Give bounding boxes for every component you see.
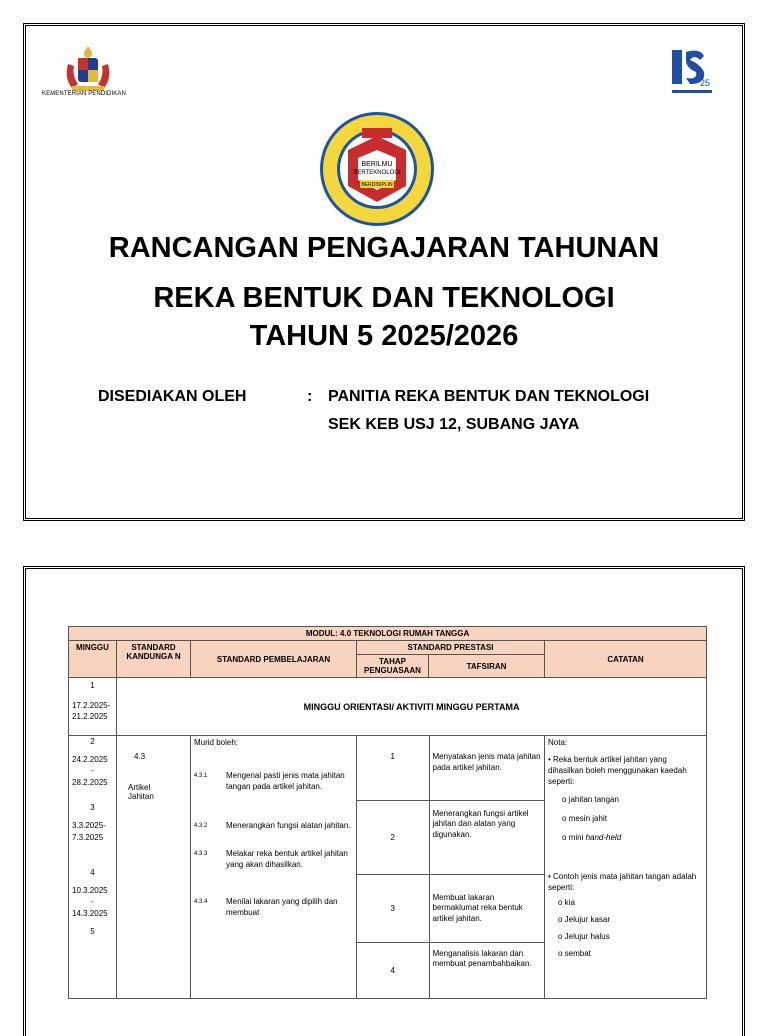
prepared-by-panel: PANITIA REKA BENTUK DAN TEKNOLOGI [328,388,650,405]
list-item [562,833,703,842]
list-item: o Jelujur kasar [558,914,611,924]
catatan-cell [545,736,707,999]
week-date: 7.3.2025 [72,832,104,842]
week-date: 3.3.2025- [72,820,106,830]
week-number: 4 [90,868,95,878]
sp-code: 4.3.1 [194,773,208,779]
table-row [69,736,707,999]
catatan-title: Nota: [548,738,568,747]
plan-page [23,566,745,1036]
sp-text: Menerangkan fungsi alatan jahitan. [226,820,351,830]
list-item: o mesin jahit [562,814,607,824]
seal-motto-3: BERDISIPLIN [361,182,393,188]
sp-item [194,849,353,871]
anniversary-logo-icon [670,46,714,96]
week-number: 2 [90,737,95,746]
lesson-plan-table [68,626,707,999]
catatan-bullet: • Contoh jenis mata jahitan tangan adalah seperti: [548,872,697,893]
title-line-2: REKA BENTUK DAN TEKNOLOGI [153,282,615,314]
logo-number: 25 [700,78,711,88]
tafsiran-text: Menyatakan jenis mata jahitan pada artikel jahitan. [429,736,544,800]
seal-motto-1: BERILMU [361,161,393,168]
tp-value: 2 [357,800,429,874]
sp-item [194,897,353,919]
week-date: 24.2.2025 [72,754,108,764]
prestasi-subtable [357,736,544,998]
table-row [357,736,544,800]
week-cell [69,736,117,999]
seal-motto-2: BERTEKNOLOGI [353,170,401,176]
week-date: 10.3.2025 [72,885,108,895]
list-item-text: o mini [562,833,586,843]
week-date: 14.3.2025 [72,908,108,918]
list-item: o Jelujur halus [558,931,610,941]
header-standard-prestasi: STANDARD PRESTASI [357,641,545,655]
sk-title: Artikel Jahitan [128,783,154,801]
table-row [69,678,707,736]
week-number: 1 [90,681,95,690]
week-number: 3 [90,803,95,813]
week-number: 5 [90,926,95,936]
table-row [357,942,544,998]
header-minggu: MINGGU [69,641,117,678]
list-item: o kia [558,897,575,907]
sp-intro: Murid boleh: [194,738,239,747]
sp-text: Melakar reka bentuk artikel jahitan yang akan dihasilkan. [226,849,348,870]
week-date: - [91,897,94,907]
prepared-by-colon: : [307,388,313,405]
title-line-1: RANCANGAN PENGAJARAN TAHUNAN [108,232,660,264]
week-date: - [91,766,94,776]
table-row [357,874,544,942]
sp-text: Menilai lakaran yang dipilih dan membuat [226,896,338,917]
tafsiran-text: Menerangkan fungsi artikel jahitan dan alatan yang digunakan. [429,800,544,874]
sk-code: 4.3 [134,752,146,761]
list-item-italic: hand-held [585,833,622,843]
sp-code: 4.3.2 [194,822,208,829]
title-line-3: TAHUN 5 2025/2026 [249,320,519,352]
tp-value: 4 [357,942,429,998]
tp-value: 3 [357,874,429,942]
week-date: 17.2.2025- 21.2.2025 [72,700,111,722]
header-standard-pembelajaran: STANDARD PEMBELAJARAN [191,641,357,678]
orientation-cell: MINGGU ORIENTASI/ AKTIVITI MINGGU PERTAMA [117,678,707,736]
tafsiran-text: Membuat lakaran bermaklumat reka bentuk artikel jahitan. [429,874,544,942]
ministry-label: KEMENTERIAN PENDIDIKAN [42,91,126,97]
tafsiran-text: Menganalisis lakaran dan membuat penambahbaikan. [432,948,532,969]
cover-page [23,23,745,521]
table-row [357,800,544,874]
week-date: 28.2.2025 [72,777,108,787]
week-cell [69,678,117,736]
header-tahap: TAHAP PENGUASAAN [357,655,429,678]
catatan-bullet: • Reka bentuk artikel jahitan yang dihasilkan boleh menggunakan kaedah seperti: [548,755,687,786]
header-catatan: CATATAN [545,641,707,678]
header-standard-kandungan: STANDARD KANDUNGA N [117,641,191,678]
standard-prestasi-cell [357,736,545,999]
header-tafsiran: TAFSIRAN [429,655,545,678]
sp-text: Mengenal pasti jenis mata jahitan tangan pada artikel jahitan. [226,771,345,791]
sp-item [194,771,353,793]
coat-of-arms-icon [58,44,118,96]
standard-pembelajaran-cell [191,736,357,999]
sp-item [194,821,353,832]
prepared-by-label: DISEDIAKAN OLEH [98,388,247,405]
standard-kandungan-cell [117,736,191,999]
tp-value: 1 [357,736,429,800]
school-seal-icon [318,110,436,228]
list-item: o jahitan tangan [562,795,619,805]
sp-code: 4.3.4 [194,898,208,905]
list-item: o sembat [558,948,591,958]
module-header: MODUL: 4.0 TEKNOLOGI RUMAH TANGGA [69,627,707,641]
sp-code: 4.3.3 [194,851,208,858]
prepared-by-school: SEK KEB USJ 12, SUBANG JAYA [328,416,580,433]
